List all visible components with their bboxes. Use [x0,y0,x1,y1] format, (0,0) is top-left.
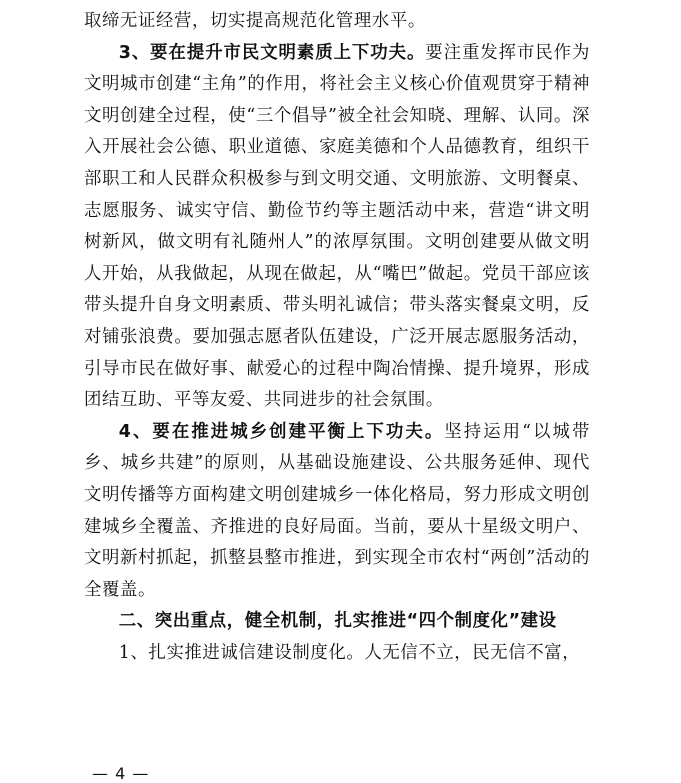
paragraph-3-body: 要注重发挥市民作为文明城市创建“主角”的作用，将社会主义核心价值观贯穿于精神文明创建全过程，使“三个倡导”被全社会知晓、理解、认同。深入开展社会公德、职业道德、家庭美德和个人品德教育，组织干部职工和人民群众积极参与到文明交通、文明旅游、文明餐桌、志愿服务、诚实守信、勤俭节约等主题活动中来，营造“讲文明树新风，做文明有礼随州人”的浓厚氛围。文明创建要从做文明人开始，从我做起，从现在做起，从“嘴巴”做起。党员干部应该带头提升自身文明素质、带头明礼诚信；带头落实餐桌文明，反对铺张浪费。要加强志愿者队伍建设，广泛开展志愿服务活动，引导市民在做好事、献爱心的过程中陶冶情操、提升境界，形成团结互助、平等友爱、共同进步的社会氛围。 [84,42,590,411]
paragraph-3 [84,38,590,417]
paragraph-5-body: 人无信不立，民无信不富， [364,642,581,663]
page-number: — 4 — [92,764,150,783]
paragraph-5 [84,638,590,670]
section-heading: 二、突出重点，健全机制，扎实推进“四个制度化”建设 [118,611,557,632]
paragraph-3-lead: 3、要在提升市民文明素质上下功夫。 [118,42,426,63]
paragraph-5-lead: 1、扎实推进诚信建设制度化。 [118,642,365,663]
paragraph-intro-tail [84,6,590,38]
paragraph-4 [84,417,590,607]
document-body [84,6,590,669]
paragraph-4-lead: 4、要在推进城乡创建平衡上下功夫。 [118,421,445,442]
paragraph-intro-tail-text: 取缔无证经营，切实提高规范化管理水平。 [84,11,426,31]
paragraph-4-body: 坚持运用“以城带乡、城乡共建”的原则，从基础设施建设、公共服务延伸、现代文明传播等方面构建文明创建城乡一体化格局，努力形成文明创建城乡全覆盖、齐推进的良好局面。当前，要从十星级文明户、文明新村抓起，抓整县整市推进，到实现全市农村“两创”活动的全覆盖。 [84,421,590,600]
